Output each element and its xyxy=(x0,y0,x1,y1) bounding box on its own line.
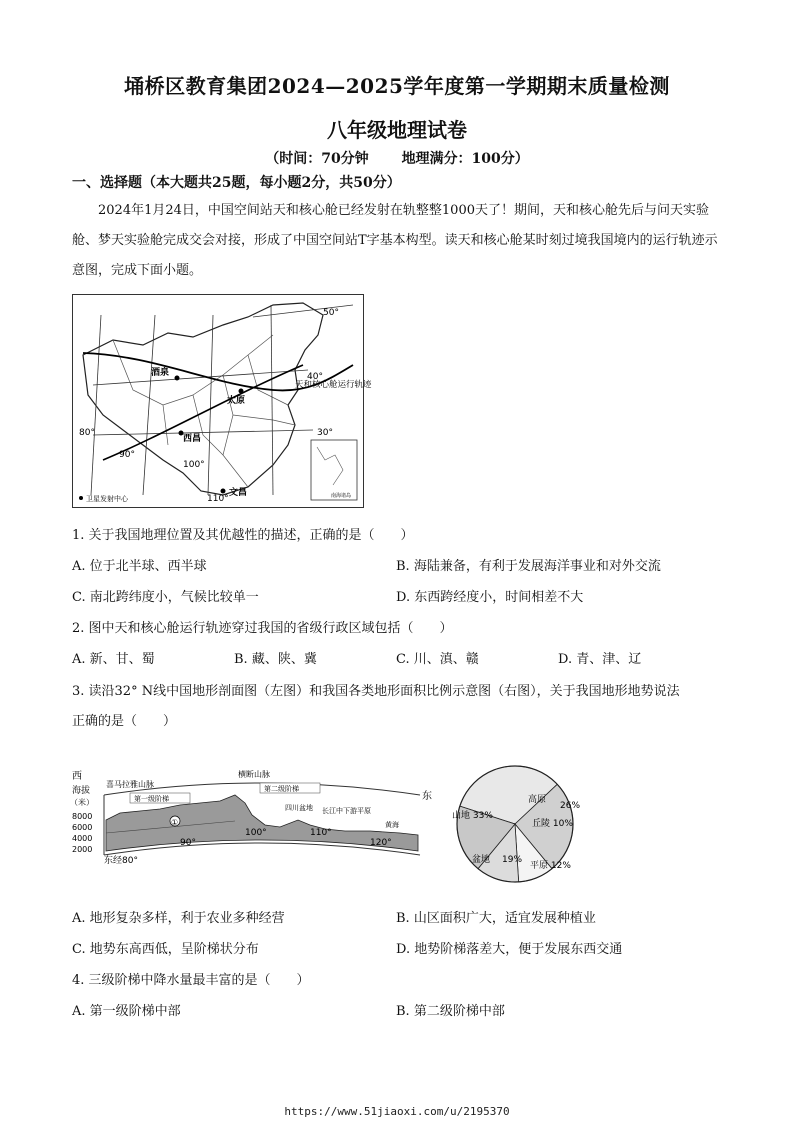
question-2-stem: 2. 图中天和核心舱运行轨迹穿过我国的省级行政区域包括（ ） xyxy=(72,621,453,636)
profile-west: 西 xyxy=(72,771,82,782)
legend-marker xyxy=(79,496,83,500)
orbit-path-2 xyxy=(103,365,303,460)
q3-option-d[interactable]: D. 地势阶梯落差大，便于发展东西交通 xyxy=(396,942,623,957)
profile-ylabel: 海拔 xyxy=(72,786,91,796)
pie-label: 高原 xyxy=(528,795,547,805)
orbit-map-svg xyxy=(73,295,372,507)
lat-label: 30° xyxy=(317,428,333,438)
launch-site-marker xyxy=(221,489,226,494)
profile-ylabel-unit: （米） xyxy=(70,798,94,807)
lon-label: 90° xyxy=(119,450,135,460)
q2-option-b[interactable]: B. 藏、陕、冀 xyxy=(234,652,317,667)
xtick: 100° xyxy=(245,828,267,838)
question-1-stem: 1. 关于我国地理位置及其优越性的描述，正确的是（ ） xyxy=(72,528,414,543)
lon-label: 100° xyxy=(183,460,205,470)
pie-label: 丘陵 10% xyxy=(532,819,573,829)
sichuan-basin-label: 四川盆地 xyxy=(285,804,313,812)
pie-svg xyxy=(440,762,590,886)
launch-site-marker xyxy=(239,389,244,394)
q3-option-b[interactable]: B. 山区面积广大，适宜发展种植业 xyxy=(396,911,596,926)
terrain-pie-figure xyxy=(440,762,590,886)
exam-subtitle: 八年级地理试卷 xyxy=(327,118,467,142)
pie-label: 盆地 xyxy=(472,855,491,865)
city-label: 文昌 xyxy=(229,488,248,498)
yangtze-plain-label: 长江中下游平原 xyxy=(322,807,371,815)
ytick: 6000 xyxy=(72,823,93,832)
q1-option-b[interactable]: B. 海陆兼备，有利于发展海洋事业和对外交流 xyxy=(396,559,661,574)
xtick: 90° xyxy=(180,838,196,848)
q4-option-a[interactable]: A. 第一级阶梯中部 xyxy=(72,1004,181,1019)
lon-label: 80° xyxy=(79,428,95,438)
q1-option-a[interactable]: A. 位于北半球、西半球 xyxy=(72,559,207,574)
pie-label: 山地 33% xyxy=(452,811,493,821)
xtick: 120° xyxy=(370,838,392,848)
inset-label: 南海诸岛 xyxy=(331,493,352,499)
pie-label: 19% xyxy=(502,855,523,865)
step-1-label: 第一级阶梯 xyxy=(134,795,169,803)
xtick: 东经80° xyxy=(104,856,138,866)
q4-option-b[interactable]: B. 第二级阶梯中部 xyxy=(396,1004,505,1019)
q2-option-d[interactable]: D. 青、津、辽 xyxy=(558,652,642,667)
q3-option-a[interactable]: A. 地形复杂多样，利于农业多种经营 xyxy=(72,911,285,926)
q2-option-a[interactable]: A. 新、甘、蜀 xyxy=(72,652,155,667)
question-3-stem-cont: 正确的是（ ） xyxy=(72,714,177,729)
exam-score: 地理满分：100分） xyxy=(401,151,529,167)
pie-label: 平原 12% xyxy=(530,861,571,871)
yellow-sea-label: 黄海 xyxy=(385,821,399,829)
city-label: 太原 xyxy=(227,396,246,406)
himalaya-label: 喜马拉雅山脉 xyxy=(106,780,154,789)
footer-url[interactable]: https://www.51jiaoxi.com/u/2195370 xyxy=(284,1105,510,1118)
q1-option-d[interactable]: D. 东西跨经度小，时间相差不大 xyxy=(396,590,584,605)
xtick: 110° xyxy=(310,828,332,838)
exam-title: 埇桥区教育集团2024—2025学年度第一学期期末质量检测 xyxy=(124,74,670,98)
city-label: 酒泉 xyxy=(151,368,170,378)
profile-svg xyxy=(70,765,445,865)
q1-option-c[interactable]: C. 南北跨纬度小，气候比较单一 xyxy=(72,590,259,605)
profile-east: 东 xyxy=(422,791,432,802)
orbit-label: 天和核心舱运行轨迹 xyxy=(295,380,372,390)
marker-1: ① xyxy=(171,818,179,827)
ytick: 2000 xyxy=(72,845,93,854)
q2-option-c[interactable]: C. 川、滇、赣 xyxy=(396,652,479,667)
orbit-map-figure xyxy=(72,294,372,508)
exam-meta xyxy=(0,148,794,168)
launch-site-marker xyxy=(175,376,180,381)
lat-label: 40° xyxy=(307,372,323,382)
section-heading: 一、选择题（本大题共25题，每小题2分，共50分） xyxy=(72,175,401,191)
intro-paragraph: 2024年1月24日，中国空间站天和核心舱已经发射在轨整整1000天了！期间，天和核心舱先后与问天实验舱、梦天实验舱完成交会对接，形成了中国空间站T字基本构型。读天和核心舱某时刻过境我国境内的运行轨迹示意图，完成下面小题。 xyxy=(72,203,718,278)
hengduan-label: 横断山脉 xyxy=(238,770,270,779)
ytick: 4000 xyxy=(72,834,93,843)
city-label: 西昌 xyxy=(183,434,202,444)
pie-label: 26% xyxy=(560,801,581,811)
legend-label: 卫星发射中心 xyxy=(86,495,128,503)
step-2-label: 第二级阶梯 xyxy=(264,785,299,793)
q3-option-c[interactable]: C. 地势东高西低，呈阶梯状分布 xyxy=(72,942,259,957)
lon-label: 110° xyxy=(207,494,229,504)
question-3-stem: 3. 读沿32° N线中国地形剖面图（左图）和我国各类地形面积比例示意图（右图），关于我国地形地势说法 xyxy=(72,684,680,699)
lat-label: 50° xyxy=(323,308,339,318)
ytick: 8000 xyxy=(72,812,93,821)
profile-figure xyxy=(70,765,445,865)
exam-time: （时间：70分钟 xyxy=(265,151,369,167)
question-4-stem: 4. 三级阶梯中降水量最丰富的是（ ） xyxy=(72,973,310,988)
